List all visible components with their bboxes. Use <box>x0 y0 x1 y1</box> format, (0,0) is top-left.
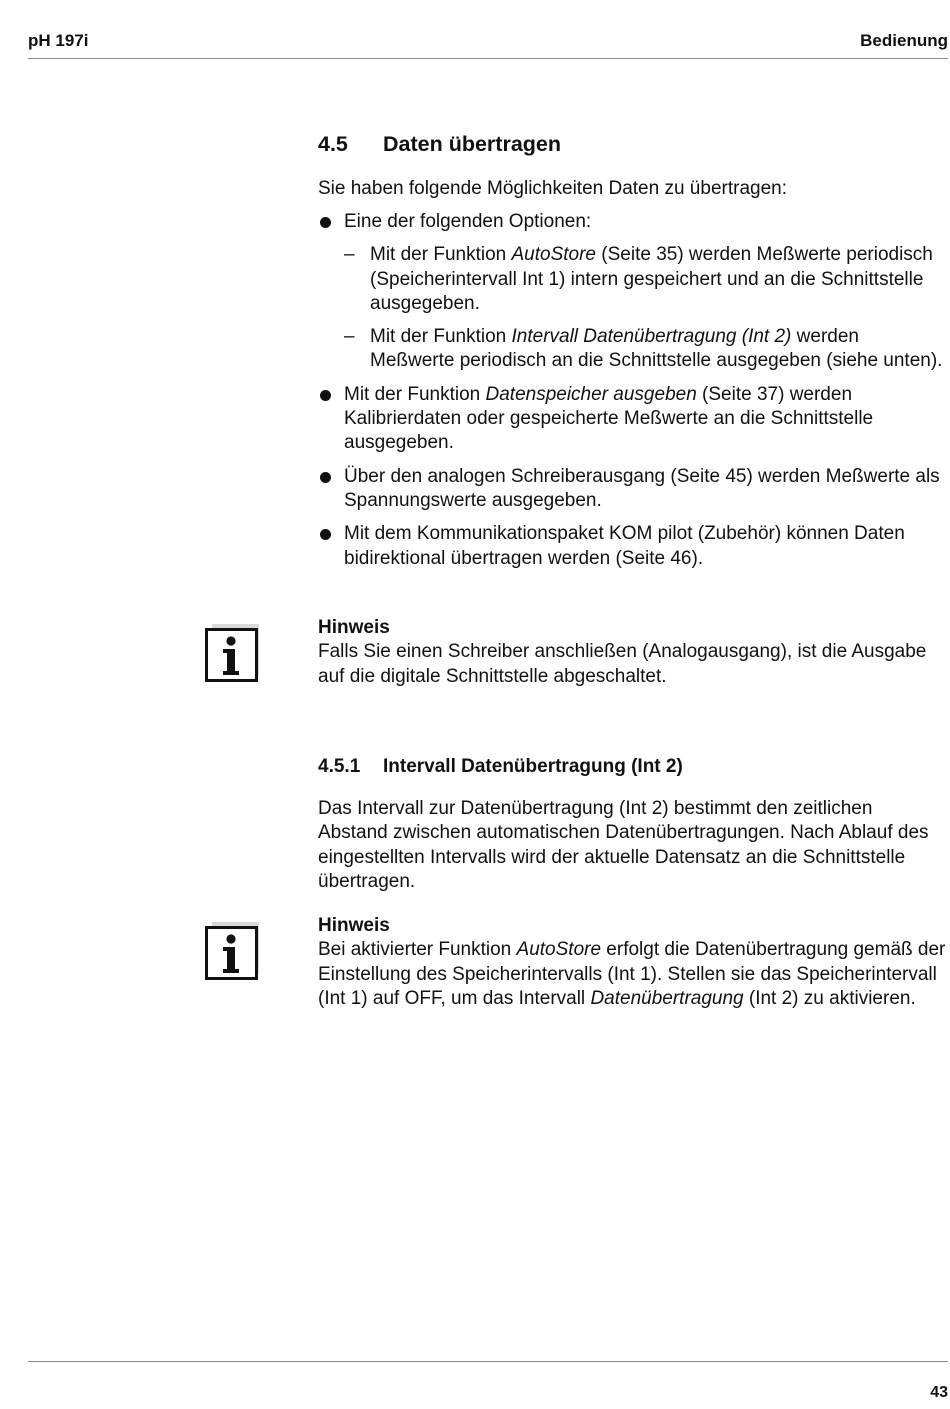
section-intro: Sie haben folgende Möglichkeiten Daten zu übertragen: <box>318 178 787 199</box>
note-text: Bei aktivierter Funktion AutoStore erfolgt die Datenübertragung gemäß der Einstellung des Speicherintervalls (Int 1). Stellen sie das Speicherintervall (Int 1) auf OFF, um das Intervall Datenübertragung (Int 2) zu aktivieren. <box>318 939 946 1009</box>
function-name: AutoStore <box>511 244 596 266</box>
footer-rule <box>28 1361 948 1362</box>
list-item-text: Eine der folgenden Optionen: <box>344 211 592 232</box>
list-item-text: Über den analogen Schreiberausgang (Seite 45) werden Meßwerte als Spannungswerte ausgegeben. <box>344 465 940 511</box>
function-name: Intervall Datenübertragung (Int 2) <box>511 326 792 348</box>
header-chapter: Bedienung <box>860 31 948 50</box>
sub-list-item: – Mit der Funktion AutoStore (Seite 35) werden Meßwerte periodisch (Speicherintervall Int 1) intern gespeichert und an die Schnittstelle ausgegeben. <box>344 244 933 314</box>
bullet-dot <box>320 390 331 401</box>
function-name: Datenspeicher ausgeben <box>485 383 697 405</box>
note-text: Falls Sie einen Schreiber anschließen (Analogausgang), ist die Ausgabe auf die digitale Schnittstelle abgeschaltet. <box>318 641 927 687</box>
subsection-number: 4.5.1 <box>318 756 361 777</box>
bullet-dot <box>320 472 331 483</box>
list-item-text: Mit dem Kommunikationspaket KOM pilot (Zubehör) können Daten bidirektional übertragen werden (Seite 46). <box>344 523 905 569</box>
bullet-dot <box>320 529 331 540</box>
page-header <box>28 28 948 59</box>
sub-list <box>318 243 946 373</box>
subsection-title: Intervall Datenübertragung (Int 2) <box>383 756 683 777</box>
list-item: Mit der Funktion Datenspeicher ausgeben (Seite 37) werden Kalibrierdaten oder gespeicherte Meßwerte an die Schnittstelle ausgegeben. <box>318 383 946 456</box>
note-title: Hinweis <box>318 617 390 638</box>
header-product: pH 197i <box>28 31 89 50</box>
note-block <box>318 914 946 1011</box>
section-number: 4.5 <box>318 132 348 156</box>
info-icon <box>205 624 259 682</box>
note-title: Hinweis <box>318 915 390 936</box>
function-name: Datenübertragung <box>590 987 744 1009</box>
section-heading <box>318 132 561 157</box>
info-icon <box>205 922 259 980</box>
function-name: AutoStore <box>516 939 602 961</box>
list-item <box>318 210 946 374</box>
bullet-dot <box>320 217 331 228</box>
sub-list-item: – Mit der Funktion Intervall Datenübertragung (Int 2) werden Meßwerte periodisch an die Schnittstelle ausgegeben (siehe unten). <box>344 326 943 372</box>
list-item <box>318 522 946 571</box>
note-block <box>318 616 946 689</box>
options-list <box>318 210 946 580</box>
subsection-heading <box>318 756 683 778</box>
page-number: 43 <box>930 1384 948 1401</box>
dash-marker: – <box>344 326 355 348</box>
subsection-body: Das Intervall zur Datenübertragung (Int 2) bestimmt den zeitlichen Abstand zwischen automatischen Datenübertragungen. Nach Ablauf des eingestellten Intervalls wird der aktuelle Datensatz an die Schnittstelle übertragen. <box>318 798 929 892</box>
list-item <box>318 465 946 514</box>
dash-marker: – <box>344 244 355 266</box>
section-title: Daten übertragen <box>383 132 562 156</box>
